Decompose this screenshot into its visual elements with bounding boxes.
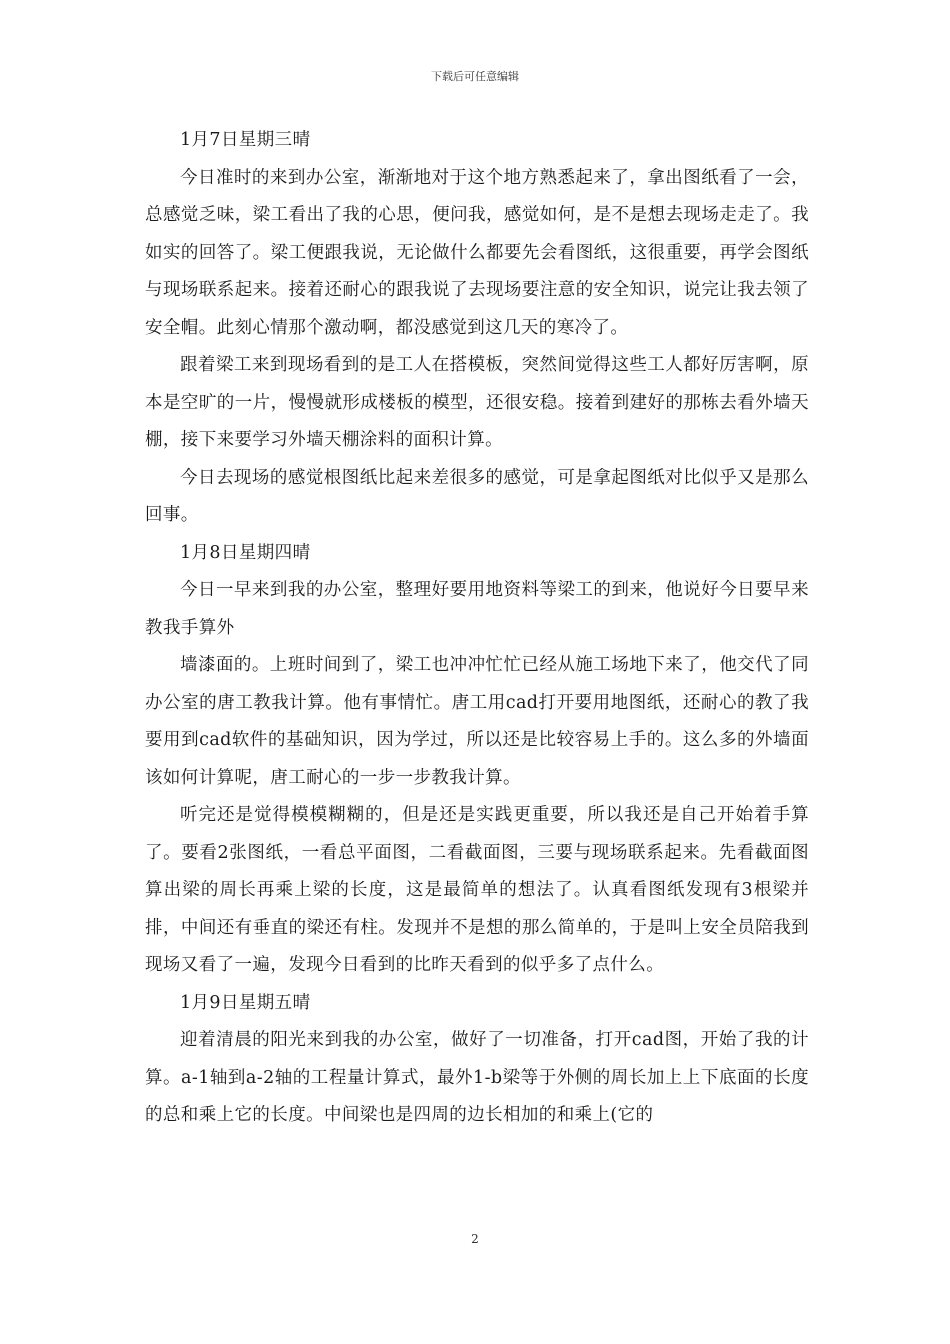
- paragraph: 墙漆面的。上班时间到了，梁工也冲冲忙忙已经从施工场地下来了，他交代了同办公室的唐工教我计算。他有事情忙。唐工用cad打开要用地图纸，还耐心的教了我要用到cad软件的基础知识，因为学过，所以还是比较容易上手的。这么多的外墙面该如何计算呢，唐工耐心的一步一步教我计算。: [145, 655, 809, 788]
- diary-date: 1月9日星期五晴: [180, 992, 311, 1013]
- diary-date: 1月7日星期三晴: [180, 130, 311, 150]
- page-number: 2: [471, 1232, 479, 1246]
- paragraph: 今日一早来到我的办公室，整理好要用地资料等梁工的到来，他说好今日要早来教我手算外: [145, 580, 809, 638]
- page-header: 下载后可任意编辑: [431, 70, 519, 83]
- paragraph: 迎着清晨的阳光来到我的办公室，做好了一切准备，打开cad图，开始了我的计算。a-1轴到a-2轴的工程量计算式，最外1-b梁等于外侧的周长加上上下底面的长度的总和乘上它的长度。中间梁也是四周的边长相加的和乘上(它的: [145, 1030, 809, 1125]
- paragraph: 听完还是觉得模模糊糊的，但是还是实践更重要，所以我还是自己开始着手算了。要看2张图纸，一看总平面图，二看截面图，三要与现场联系起来。先看截面图算出梁的周长再乘上梁的长度，这是最简单的想法了。认真看图纸发现有3根梁并排，中间还有垂直的梁还有柱。发现并不是想的那么简单的，于是叫上安全员陪我到现场又看了一遍，发现今日看到的比昨天看到的似乎多了点什么。: [145, 805, 809, 975]
- paragraph: 今日去现场的感觉根图纸比起来差很多的感觉，可是拿起图纸对比似乎又是那么回事。: [145, 467, 809, 525]
- document-body: [145, 122, 809, 1135]
- paragraph: 今日准时的来到办公室，渐渐地对于这个地方熟悉起来了，拿出图纸看了一会，总感觉乏味，梁工看出了我的心思，便问我，感觉如何，是不是想去现场走走了。我如实的回答了。梁工便跟我说，无论做什么都要先会看图纸，这很重要，再学会图纸与现场联系起来。接着还耐心的跟我说了去现场要注意的安全知识，说完让我去领了安全帽。此刻心情那个激动啊，都没感觉到这几天的寒冷了。: [145, 167, 809, 338]
- diary-date: 1月8日星期四晴: [180, 542, 311, 563]
- paragraph: 跟着梁工来到现场看到的是工人在搭模板，突然间觉得这些工人都好厉害啊，原本是空旷的一片，慢慢就形成楼板的模型，还很安稳。接着到建好的那栋去看外墙天棚，接下来要学习外墙天棚涂料的面积计算。: [145, 355, 809, 450]
